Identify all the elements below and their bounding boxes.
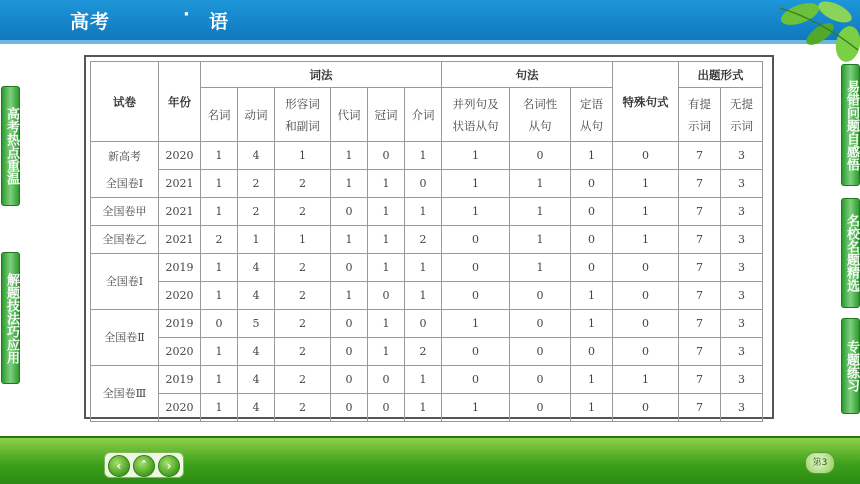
count-cell: 0 xyxy=(510,310,571,338)
count-cell: 2 xyxy=(275,394,331,422)
count-cell: 0 xyxy=(613,310,679,338)
count-cell: 1 xyxy=(613,198,679,226)
count-cell: 1 xyxy=(571,394,613,422)
count-cell: 0 xyxy=(510,282,571,310)
count-cell: 3 xyxy=(721,310,763,338)
count-cell: 1 xyxy=(331,226,368,254)
count-cell: 2 xyxy=(275,310,331,338)
count-cell: 0 xyxy=(571,338,613,366)
count-cell: 0 xyxy=(331,254,368,282)
count-cell: 3 xyxy=(721,226,763,254)
count-cell: 1 xyxy=(201,338,238,366)
count-cell: 4 xyxy=(238,254,275,282)
count-cell: 7 xyxy=(679,338,721,366)
count-cell: 1 xyxy=(275,226,331,254)
subheader-ci_cols-3: 代词 xyxy=(331,88,368,142)
count-cell: 1 xyxy=(331,142,368,170)
header-title: 高考 xyxy=(70,11,111,33)
tab-hot-points[interactable] xyxy=(1,86,20,206)
paper-name: 全国卷甲 xyxy=(91,198,159,226)
count-cell: 1 xyxy=(201,142,238,170)
page-number: 第3 xyxy=(805,452,835,474)
count-cell: 0 xyxy=(613,338,679,366)
count-cell: 1 xyxy=(571,310,613,338)
subheader-ci_cols-5: 介词 xyxy=(405,88,442,142)
count-cell: 1 xyxy=(510,254,571,282)
header-form: 出题形式 xyxy=(679,62,763,88)
paper-name: 全国卷Ⅱ xyxy=(91,310,159,366)
count-cell: 2 xyxy=(275,338,331,366)
exam-statistics-table xyxy=(90,61,763,422)
subheader-ci_cols-4: 冠词 xyxy=(368,88,405,142)
count-cell: 0 xyxy=(331,310,368,338)
count-cell: 0 xyxy=(331,338,368,366)
year-cell: 2021 xyxy=(159,170,201,198)
count-cell: 1 xyxy=(201,282,238,310)
count-cell: 2 xyxy=(238,170,275,198)
count-cell: 0 xyxy=(613,394,679,422)
count-cell: 5 xyxy=(238,310,275,338)
count-cell: 1 xyxy=(571,142,613,170)
count-cell: 2 xyxy=(275,282,331,310)
count-cell: 2 xyxy=(275,198,331,226)
year-cell: 2021 xyxy=(159,198,201,226)
count-cell: 4 xyxy=(238,394,275,422)
year-cell: 2020 xyxy=(159,142,201,170)
count-cell: 1 xyxy=(405,198,442,226)
count-cell: 0 xyxy=(442,254,510,282)
count-cell: 1 xyxy=(442,310,510,338)
header-special: 特殊句式 xyxy=(613,62,679,142)
count-cell: 4 xyxy=(238,282,275,310)
count-cell: 0 xyxy=(331,394,368,422)
header-year: 年份 xyxy=(159,62,201,142)
count-cell: 4 xyxy=(238,338,275,366)
count-cell: 3 xyxy=(721,282,763,310)
count-cell: 0 xyxy=(613,254,679,282)
count-cell: 4 xyxy=(238,366,275,394)
count-cell: 1 xyxy=(201,198,238,226)
count-cell: 1 xyxy=(368,338,405,366)
count-cell: 1 xyxy=(238,226,275,254)
count-cell: 1 xyxy=(613,226,679,254)
count-cell: 1 xyxy=(368,170,405,198)
count-cell: 1 xyxy=(613,170,679,198)
header-stripe xyxy=(0,40,860,44)
count-cell: 1 xyxy=(571,282,613,310)
count-cell: 0 xyxy=(571,254,613,282)
count-cell: 3 xyxy=(721,338,763,366)
chevron-right-icon[interactable]: › xyxy=(158,455,180,477)
count-cell: 0 xyxy=(613,142,679,170)
tab-error-reflection-label: 易错问题自感悟 xyxy=(844,79,859,171)
tab-error-reflection[interactable] xyxy=(841,64,860,186)
count-cell: 0 xyxy=(442,226,510,254)
header-paper: 试卷 xyxy=(91,62,159,142)
count-cell: 0 xyxy=(331,198,368,226)
count-cell: 1 xyxy=(405,254,442,282)
count-cell: 1 xyxy=(201,394,238,422)
table-row xyxy=(91,254,763,282)
chevron-left-icon[interactable]: ‹ xyxy=(108,455,130,477)
exam-statistics-table-box xyxy=(84,55,774,419)
count-cell: 1 xyxy=(510,198,571,226)
tab-practice[interactable] xyxy=(841,318,860,414)
count-cell: 1 xyxy=(368,198,405,226)
paper-name: 新高考 全国卷Ⅰ xyxy=(91,142,159,198)
count-cell: 0 xyxy=(405,170,442,198)
count-cell: 0 xyxy=(331,366,368,394)
count-cell: 0 xyxy=(368,394,405,422)
year-cell: 2019 xyxy=(159,310,201,338)
header-dot: · xyxy=(183,4,190,25)
count-cell: 0 xyxy=(368,142,405,170)
chevron-up-icon[interactable]: ˄ xyxy=(133,455,155,477)
tab-solving-skills[interactable] xyxy=(1,252,20,384)
count-cell: 3 xyxy=(721,142,763,170)
subheader-form_cols-0: 有提 示词 xyxy=(679,88,721,142)
count-cell: 2 xyxy=(275,254,331,282)
count-cell: 1 xyxy=(571,366,613,394)
count-cell: 2 xyxy=(275,170,331,198)
subheader-ju_cols-2: 定语 从句 xyxy=(571,88,613,142)
count-cell: 0 xyxy=(442,338,510,366)
tab-selected-questions-label: 名校名题精选 xyxy=(844,214,859,292)
count-cell: 0 xyxy=(571,170,613,198)
subheader-ci_cols-0: 名词 xyxy=(201,88,238,142)
count-cell: 1 xyxy=(613,366,679,394)
count-cell: 7 xyxy=(679,170,721,198)
count-cell: 1 xyxy=(368,310,405,338)
count-cell: 7 xyxy=(679,142,721,170)
count-cell: 0 xyxy=(510,394,571,422)
count-cell: 0 xyxy=(405,310,442,338)
table-row xyxy=(91,310,763,338)
table-row xyxy=(91,142,763,170)
subheader-ci_cols-2: 形容词 和副词 xyxy=(275,88,331,142)
count-cell: 3 xyxy=(721,394,763,422)
count-cell: 3 xyxy=(721,170,763,198)
table-row xyxy=(91,282,763,310)
count-cell: 1 xyxy=(201,254,238,282)
count-cell: 7 xyxy=(679,310,721,338)
subheader-ju_cols-1: 名词性 从句 xyxy=(510,88,571,142)
subheader-form_cols-1: 无提 示词 xyxy=(721,88,763,142)
table-row xyxy=(91,366,763,394)
count-cell: 0 xyxy=(571,226,613,254)
nav-controls xyxy=(104,452,184,478)
count-cell: 0 xyxy=(571,198,613,226)
subheader-ci_cols-1: 动词 xyxy=(238,88,275,142)
year-cell: 2020 xyxy=(159,282,201,310)
table-row xyxy=(91,170,763,198)
count-cell: 1 xyxy=(368,254,405,282)
count-cell: 7 xyxy=(679,366,721,394)
paper-name: 全国卷Ⅰ xyxy=(91,254,159,310)
count-cell: 1 xyxy=(405,366,442,394)
count-cell: 2 xyxy=(275,366,331,394)
header-ci-fa: 词法 xyxy=(201,62,442,88)
count-cell: 0 xyxy=(510,142,571,170)
count-cell: 1 xyxy=(201,366,238,394)
paper-name: 全国卷Ⅲ xyxy=(91,366,159,422)
count-cell: 1 xyxy=(442,394,510,422)
year-cell: 2020 xyxy=(159,338,201,366)
count-cell: 3 xyxy=(721,198,763,226)
count-cell: 1 xyxy=(405,282,442,310)
count-cell: 0 xyxy=(510,338,571,366)
count-cell: 1 xyxy=(442,198,510,226)
count-cell: 2 xyxy=(405,338,442,366)
table-body xyxy=(91,142,763,422)
table-row xyxy=(91,394,763,422)
header-subject: 语 xyxy=(209,11,229,33)
count-cell: 1 xyxy=(442,142,510,170)
count-cell: 2 xyxy=(201,226,238,254)
count-cell: 0 xyxy=(368,282,405,310)
count-cell: 1 xyxy=(510,170,571,198)
count-cell: 3 xyxy=(721,366,763,394)
tab-selected-questions[interactable] xyxy=(841,198,860,308)
paper-name: 全国卷乙 xyxy=(91,226,159,254)
year-cell: 2019 xyxy=(159,366,201,394)
tab-hot-points-label: 高考热点重温 xyxy=(4,107,19,185)
count-cell: 7 xyxy=(679,198,721,226)
subheader-ju_cols-0: 并列句及 状语从句 xyxy=(442,88,510,142)
table-row xyxy=(91,198,763,226)
count-cell: 1 xyxy=(405,394,442,422)
count-cell: 1 xyxy=(331,170,368,198)
count-cell: 4 xyxy=(238,142,275,170)
count-cell: 1 xyxy=(405,142,442,170)
table-row xyxy=(91,226,763,254)
count-cell: 7 xyxy=(679,394,721,422)
count-cell: 7 xyxy=(679,282,721,310)
count-cell: 0 xyxy=(442,366,510,394)
count-cell: 7 xyxy=(679,254,721,282)
count-cell: 0 xyxy=(510,366,571,394)
tab-practice-label: 专题练习 xyxy=(844,340,859,392)
year-cell: 2020 xyxy=(159,394,201,422)
count-cell: 1 xyxy=(331,282,368,310)
count-cell: 0 xyxy=(613,282,679,310)
count-cell: 7 xyxy=(679,226,721,254)
count-cell: 1 xyxy=(368,226,405,254)
year-cell: 2021 xyxy=(159,226,201,254)
count-cell: 0 xyxy=(442,282,510,310)
count-cell: 1 xyxy=(510,226,571,254)
year-cell: 2019 xyxy=(159,254,201,282)
header-ju-fa: 句法 xyxy=(442,62,613,88)
table-row xyxy=(91,338,763,366)
count-cell: 0 xyxy=(201,310,238,338)
count-cell: 2 xyxy=(238,198,275,226)
tab-solving-skills-label: 解题技法巧应用 xyxy=(4,272,19,364)
count-cell: 2 xyxy=(405,226,442,254)
count-cell: 0 xyxy=(368,366,405,394)
count-cell: 1 xyxy=(275,142,331,170)
header-bar xyxy=(0,0,860,40)
count-cell: 1 xyxy=(201,170,238,198)
count-cell: 1 xyxy=(442,170,510,198)
count-cell: 3 xyxy=(721,254,763,282)
